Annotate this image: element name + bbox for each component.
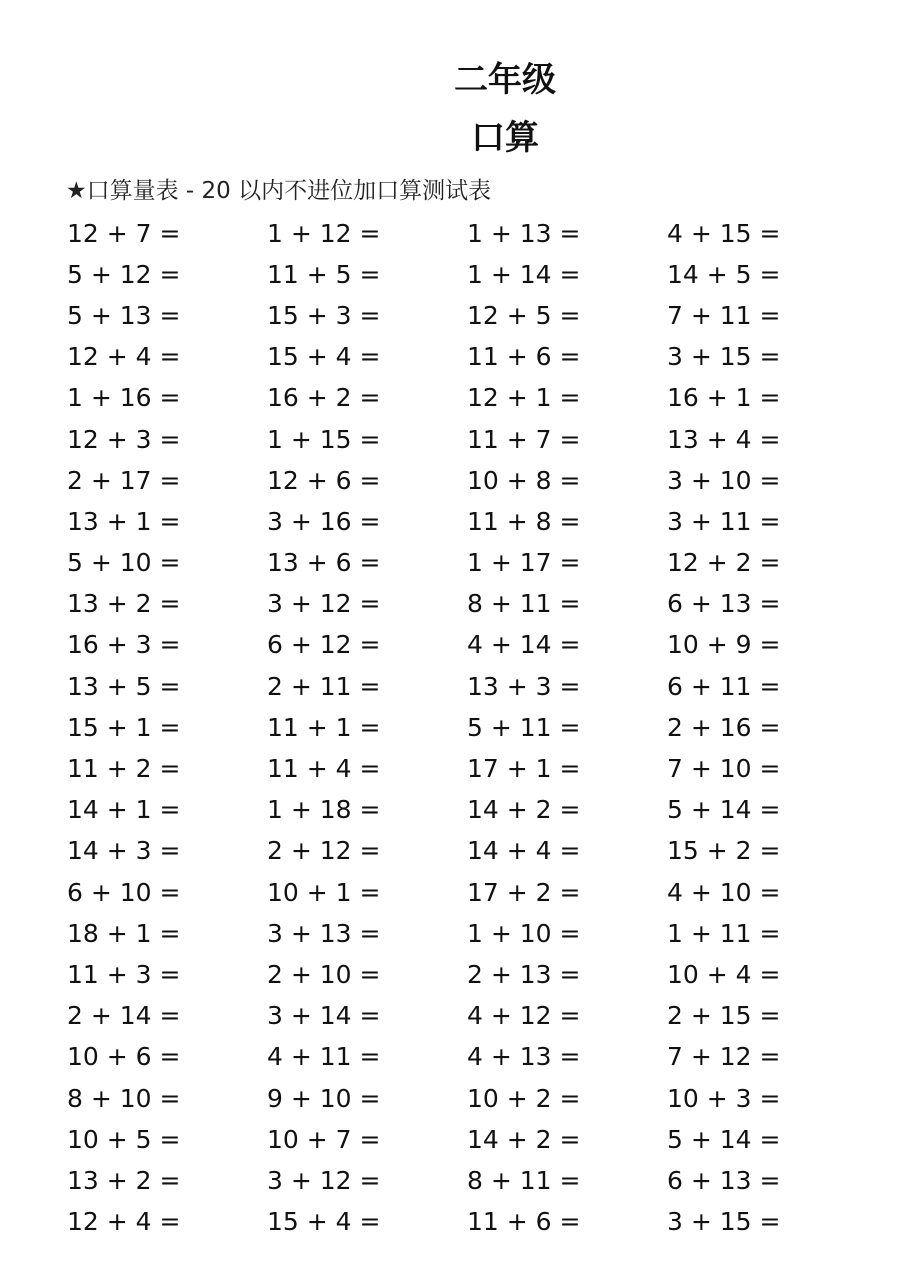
problem-item: 1 + 10 =	[467, 918, 581, 948]
problem-item: 16 + 1 =	[667, 383, 781, 413]
problem-item: 11 + 5 =	[267, 259, 381, 289]
problem-item: 5 + 14 =	[667, 795, 781, 825]
problem-item: 13 + 3 =	[467, 671, 581, 701]
problem-grid	[67, 213, 867, 1243]
problem-item: 11 + 7 =	[467, 424, 581, 454]
problem-item: 14 + 4 =	[467, 836, 581, 866]
problem-row	[67, 625, 867, 666]
problem-item: 12 + 4 =	[67, 1207, 181, 1237]
problem-item: 17 + 2 =	[467, 877, 581, 907]
problem-row	[67, 254, 867, 295]
problem-row	[67, 748, 867, 789]
problem-item: 3 + 15 =	[667, 342, 781, 372]
problem-item: 2 + 13 =	[467, 959, 581, 989]
problem-item: 10 + 8 =	[467, 465, 581, 495]
problem-item: 4 + 14 =	[467, 630, 581, 660]
problem-row	[67, 1119, 867, 1160]
problem-item: 2 + 10 =	[267, 959, 381, 989]
problem-item: 10 + 6 =	[67, 1042, 181, 1072]
problem-item: 4 + 13 =	[467, 1042, 581, 1072]
problem-item: 3 + 11 =	[667, 506, 781, 536]
problem-item: 12 + 2 =	[667, 548, 781, 578]
problem-row	[67, 666, 867, 707]
problem-item: 10 + 5 =	[67, 1124, 181, 1154]
problem-item: 9 + 10 =	[267, 1083, 381, 1113]
problem-item: 10 + 3 =	[667, 1083, 781, 1113]
problem-item: 1 + 18 =	[267, 795, 381, 825]
problem-item: 13 + 6 =	[267, 548, 381, 578]
problem-item: 12 + 4 =	[67, 342, 181, 372]
problem-item: 7 + 11 =	[667, 300, 781, 330]
problem-item: 13 + 2 =	[67, 1165, 181, 1195]
problem-row	[67, 460, 867, 501]
problem-item: 2 + 17 =	[67, 465, 181, 495]
problem-row	[67, 337, 867, 378]
problem-item: 11 + 8 =	[467, 506, 581, 536]
problem-item: 3 + 13 =	[267, 918, 381, 948]
problem-row	[67, 378, 867, 419]
problem-item: 1 + 14 =	[467, 259, 581, 289]
problem-item: 11 + 6 =	[467, 342, 581, 372]
problem-item: 14 + 1 =	[67, 795, 181, 825]
problem-item: 15 + 4 =	[267, 342, 381, 372]
problem-row	[67, 419, 867, 460]
problem-item: 5 + 13 =	[67, 300, 181, 330]
problem-row	[67, 707, 867, 748]
problem-item: 13 + 4 =	[667, 424, 781, 454]
problem-item: 2 + 11 =	[267, 671, 381, 701]
problem-item: 13 + 2 =	[67, 589, 181, 619]
problem-item: 11 + 1 =	[267, 712, 381, 742]
problem-row	[67, 996, 867, 1037]
problem-row	[67, 790, 867, 831]
problem-item: 2 + 16 =	[667, 712, 781, 742]
problem-row	[67, 1160, 867, 1201]
problem-item: 14 + 2 =	[467, 1124, 581, 1154]
worksheet-subtitle: ★口算量表 - 20 以内不进位加口算测试表	[66, 178, 492, 204]
problem-row	[67, 543, 867, 584]
problem-item: 12 + 6 =	[267, 465, 381, 495]
problem-item: 4 + 12 =	[467, 1001, 581, 1031]
problem-item: 17 + 1 =	[467, 754, 581, 784]
problem-item: 15 + 2 =	[667, 836, 781, 866]
problem-row	[67, 584, 867, 625]
problem-item: 1 + 17 =	[467, 548, 581, 578]
problem-item: 11 + 3 =	[67, 959, 181, 989]
problem-item: 11 + 2 =	[67, 754, 181, 784]
problem-item: 6 + 11 =	[667, 671, 781, 701]
problem-item: 4 + 10 =	[667, 877, 781, 907]
problem-item: 13 + 5 =	[67, 671, 181, 701]
problem-item: 18 + 1 =	[67, 918, 181, 948]
problem-item: 1 + 12 =	[267, 218, 381, 248]
problem-item: 4 + 15 =	[667, 218, 781, 248]
problem-item: 1 + 13 =	[467, 218, 581, 248]
problem-item: 1 + 15 =	[267, 424, 381, 454]
problem-item: 2 + 12 =	[267, 836, 381, 866]
problem-item: 10 + 2 =	[467, 1083, 581, 1113]
problem-row	[67, 295, 867, 336]
problem-item: 13 + 1 =	[67, 506, 181, 536]
problem-item: 12 + 7 =	[67, 218, 181, 248]
problem-item: 5 + 14 =	[667, 1124, 781, 1154]
problem-item: 2 + 15 =	[667, 1001, 781, 1031]
problem-item: 3 + 14 =	[267, 1001, 381, 1031]
problem-item: 12 + 5 =	[467, 300, 581, 330]
problem-item: 15 + 4 =	[267, 1207, 381, 1237]
problem-item: 15 + 1 =	[67, 712, 181, 742]
problem-item: 3 + 12 =	[267, 1165, 381, 1195]
problem-item: 3 + 10 =	[667, 465, 781, 495]
problem-item: 6 + 10 =	[67, 877, 181, 907]
problem-row	[67, 1202, 867, 1243]
problem-item: 5 + 12 =	[67, 259, 181, 289]
problem-item: 6 + 12 =	[267, 630, 381, 660]
problem-item: 11 + 6 =	[467, 1207, 581, 1237]
problem-item: 16 + 3 =	[67, 630, 181, 660]
problem-item: 6 + 13 =	[667, 1165, 781, 1195]
problem-item: 8 + 10 =	[67, 1083, 181, 1113]
worksheet-title: 口算	[471, 118, 539, 158]
problem-item: 3 + 12 =	[267, 589, 381, 619]
problem-row	[67, 1078, 867, 1119]
problem-item: 7 + 12 =	[667, 1042, 781, 1072]
problem-item: 16 + 2 =	[267, 383, 381, 413]
problem-item: 2 + 14 =	[67, 1001, 181, 1031]
problem-item: 14 + 3 =	[67, 836, 181, 866]
problem-row	[67, 872, 867, 913]
problem-row	[67, 954, 867, 995]
problem-item: 5 + 10 =	[67, 548, 181, 578]
problem-item: 3 + 15 =	[667, 1207, 781, 1237]
problem-item: 1 + 16 =	[67, 383, 181, 413]
problem-row	[67, 213, 867, 254]
problem-item: 8 + 11 =	[467, 1165, 581, 1195]
problem-item: 10 + 4 =	[667, 959, 781, 989]
problem-item: 14 + 2 =	[467, 795, 581, 825]
problem-row	[67, 501, 867, 542]
problem-item: 10 + 9 =	[667, 630, 781, 660]
problem-item: 5 + 11 =	[467, 712, 581, 742]
problem-item: 11 + 4 =	[267, 754, 381, 784]
problem-item: 10 + 1 =	[267, 877, 381, 907]
problem-item: 3 + 16 =	[267, 506, 381, 536]
problem-item: 7 + 10 =	[667, 754, 781, 784]
problem-item: 14 + 5 =	[667, 259, 781, 289]
problem-item: 10 + 7 =	[267, 1124, 381, 1154]
problem-item: 1 + 11 =	[667, 918, 781, 948]
problem-item: 6 + 13 =	[667, 589, 781, 619]
problem-item: 8 + 11 =	[467, 589, 581, 619]
problem-row	[67, 1037, 867, 1078]
problem-item: 12 + 3 =	[67, 424, 181, 454]
problem-row	[67, 831, 867, 872]
problem-item: 15 + 3 =	[267, 300, 381, 330]
problem-item: 4 + 11 =	[267, 1042, 381, 1072]
grade-title: 二年级	[454, 60, 556, 100]
problem-row	[67, 913, 867, 954]
problem-item: 12 + 1 =	[467, 383, 581, 413]
